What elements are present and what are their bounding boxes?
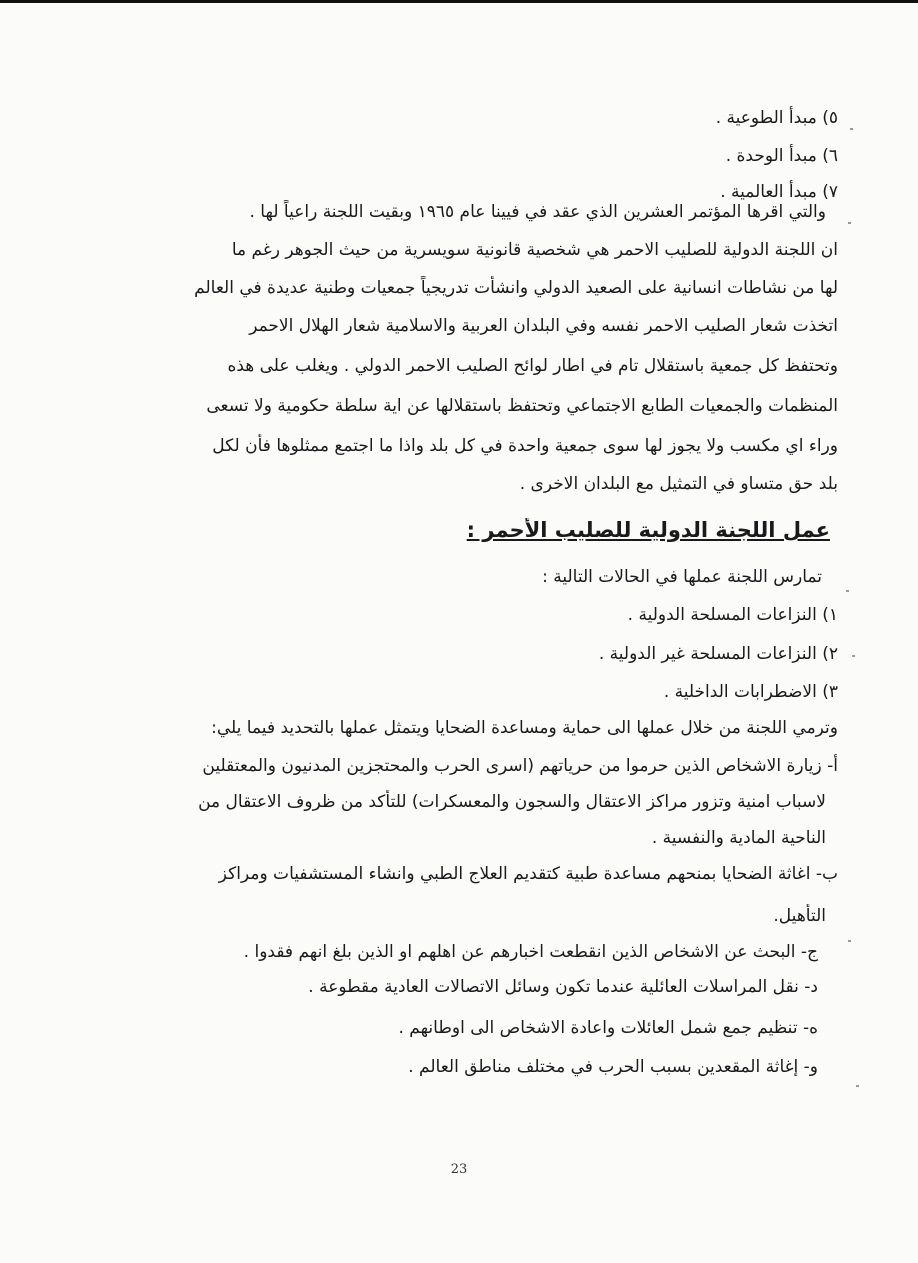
paragraph-line: المنظمات والجمعيات الطابع الاجتماعي وتحتفظ باستقلالها عن اية سلطة حكومية ولا تسعى bbox=[206, 396, 838, 416]
case-item-1: ١) النزاعات المسلحة الدولية . bbox=[627, 605, 838, 625]
page-number: 23 bbox=[450, 1162, 468, 1177]
top-border bbox=[0, 0, 918, 3]
paragraph-line: وترمي اللجنة من خلال عملها الى حماية ومساعدة الضحايا ويتمثل عملها بالتحديد فيما يلي: bbox=[211, 718, 838, 738]
task-item-c: ج- البحث عن الاشخاص الذين انقطعت اخبارهم عن اهلهم او الذين بلغ انهم فقدوا . bbox=[243, 942, 818, 962]
task-item-b: ب- اغاثة الضحايا بمنحهم مساعدة طبية كتقديم العلاج الطبي وانشاء المستشفيات ومراكز bbox=[218, 864, 838, 884]
paragraph-line: الناحية المادية والنفسية . bbox=[651, 828, 826, 848]
task-item-f: و- إغاثة المقعدين بسبب الحرب في مختلف مناطق العالم . bbox=[408, 1057, 818, 1077]
case-item-2: ٢) النزاعات المسلحة غير الدولية . bbox=[598, 644, 838, 664]
paragraph-line: ان اللجنة الدولية للصليب الاحمر هي شخصية قانونية سويسرية من حيث الجوهر رغم ما bbox=[231, 240, 838, 260]
section-heading: عمل اللجنة الدولية للصليب الأحمر : bbox=[466, 518, 830, 542]
scan-speck bbox=[852, 655, 855, 657]
scan-speck bbox=[846, 590, 849, 592]
paragraph-line: التأهيل. bbox=[773, 906, 826, 926]
principle-item-5: ٥) مبدأ الطوعية . bbox=[715, 108, 838, 128]
task-item-e: ه- تنظيم جمع شمل العائلات واعادة الاشخاص الى اوطانهم . bbox=[398, 1018, 818, 1038]
scan-speck bbox=[848, 222, 851, 224]
paragraph-line: وتحتفظ كل جمعية باستقلال تام في اطار لوائح الصليب الاحمر الدولي . ويغلب على هذه bbox=[227, 356, 838, 376]
paragraph-line: اتخذت شعار الصليب الاحمر نفسه وفي البلدان العربية والاسلامية شعار الهلال الاحمر bbox=[249, 316, 838, 336]
task-item-a: أ- زيارة الاشخاص الذين حرموا من حرياتهم (اسرى الحرب والمحتجزين المدنيون والمعتقلين bbox=[202, 756, 838, 776]
principle-item-7: ٧) مبدأ العالمية . bbox=[720, 182, 838, 202]
task-item-d: د- نقل المراسلات العائلية عندما تكون وسائل الاتصالات العادية مقطوعة . bbox=[308, 977, 818, 997]
paragraph-line: وراء اي مكسب ولا يجوز لها سوى جمعية واحدة في كل بلد واذا ما اجتمع ممثلوها فأن لكل bbox=[212, 436, 838, 456]
principle-item-6: ٦) مبدأ الوحدة . bbox=[725, 146, 838, 166]
paragraph-line: والتي اقرها المؤتمر العشرين الذي عقد في فيينا عام ١٩٦٥ وبقيت اللجنة راعياً لها . bbox=[249, 202, 826, 222]
paragraph-line: لها من نشاطات انسانية على الصعيد الدولي وانشأت تدريجياً جمعيات وطنية عديدة في العالم bbox=[194, 278, 838, 298]
scan-speck bbox=[856, 1085, 859, 1087]
case-item-3: ٣) الاضطرابات الداخلية . bbox=[663, 682, 838, 702]
paragraph-line: بلد حق متساو في التمثيل مع البلدان الاخرى . bbox=[519, 474, 838, 494]
scan-speck bbox=[848, 940, 851, 942]
paragraph-line: لاسباب امنية وتزور مراكز الاعتقال والسجون والمعسكرات) للتأكد من ظروف الاعتقال من bbox=[198, 792, 826, 812]
section-intro: تمارس اللجنة عملها في الحالات التالية : bbox=[542, 567, 822, 587]
scan-speck bbox=[850, 128, 853, 130]
